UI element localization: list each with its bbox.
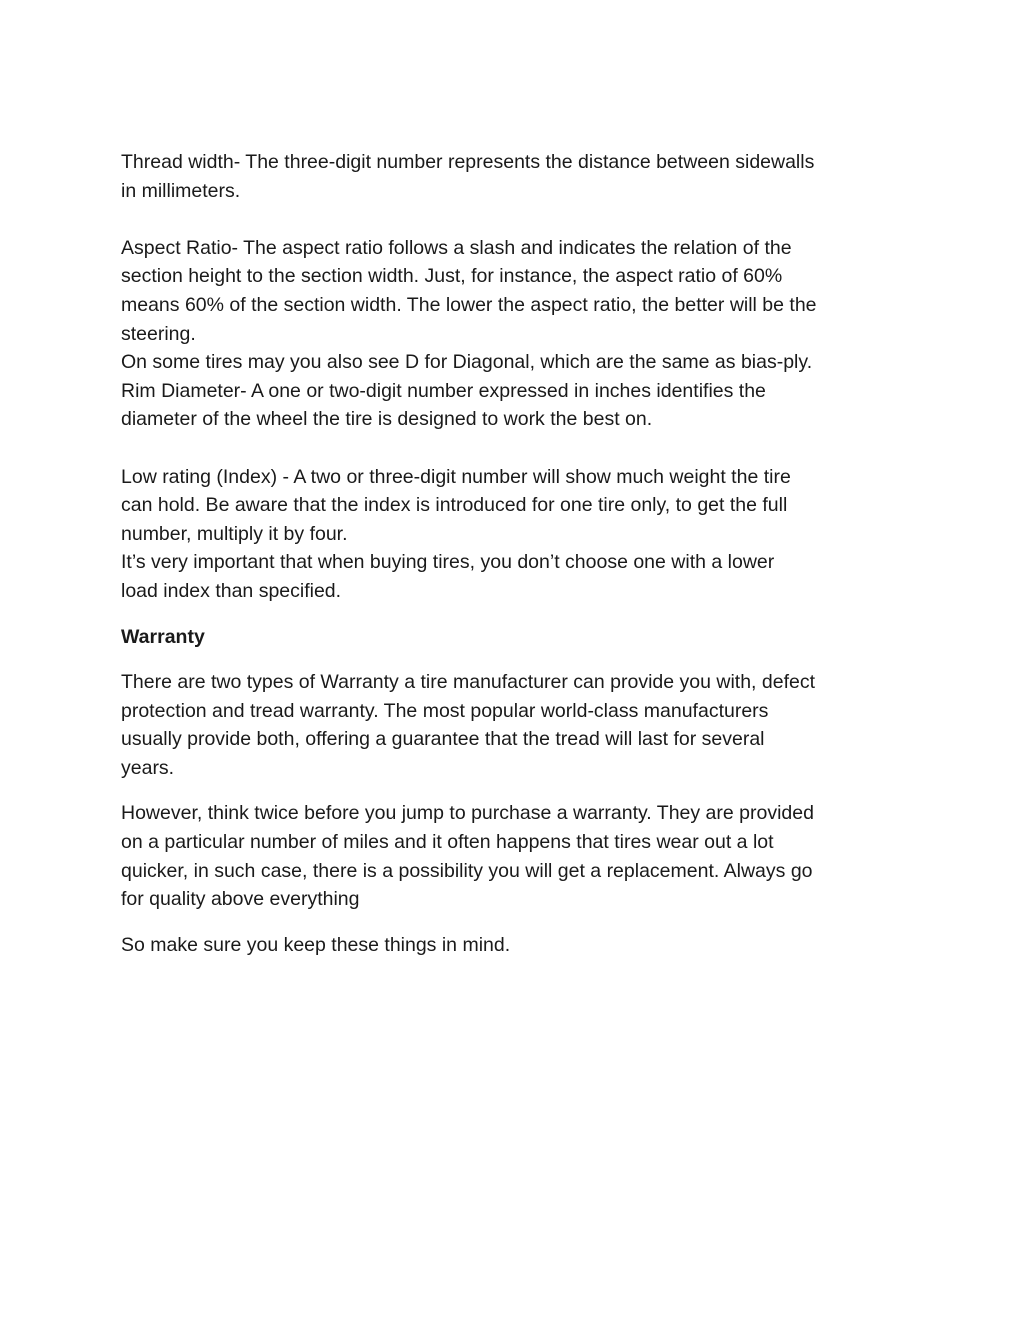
warranty-types-paragraph [121, 668, 911, 782]
blank-line [121, 434, 911, 463]
text-line: years. [121, 756, 175, 779]
text-line: for quality above everything [121, 888, 360, 911]
closing-paragraph [121, 931, 911, 960]
text-line: Rim Diameter- A one or two-digit number expressed in inches identifies the [121, 379, 766, 402]
text-line: on a particular number of miles and it often happens that tires wear out a lot [121, 831, 774, 854]
text-line: steering. [121, 322, 196, 345]
document-body [121, 148, 911, 976]
text-line: can hold. Be aware that the index is introduced for one tire only, to get the full [121, 494, 788, 517]
text-line: in millimeters. [121, 179, 241, 202]
text-line: protection and tread warranty. The most popular world-class manufacturers [121, 699, 769, 722]
blank-line [121, 205, 911, 234]
text-line: diameter of the wheel the tire is designed to work the best on. [121, 408, 653, 431]
text-line: On some tires may you also see D for Diagonal, which are the same as bias-ply. [121, 351, 813, 374]
thread-width-paragraph [121, 148, 911, 205]
text-line: quicker, in such case, there is a possibility you will get a replacement. Always go [121, 859, 813, 882]
text-line: It’s very important that when buying tires, you don’t choose one with a lower [121, 551, 775, 574]
text-line: usually provide both, offering a guarantee that the tread will last for several [121, 728, 765, 751]
text-line: Aspect Ratio- The aspect ratio follows a slash and indicates the relation of the [121, 236, 792, 259]
text-line: There are two types of Warranty a tire manufacturer can provide you with, defect [121, 671, 816, 694]
text-line: Thread width- The three-digit number represents the distance between sidewalls [121, 151, 815, 173]
text-line: means 60% of the section width. The lower the aspect ratio, the better will be the [121, 293, 817, 316]
aspect-ratio-paragraph [121, 234, 911, 434]
text-line: load index than specified. [121, 579, 342, 602]
text-line: section height to the section width. Just, for instance, the aspect ratio of 60% [121, 265, 783, 288]
text-line: Low rating (Index) - A two or three-digit number will show much weight the tire [121, 465, 791, 488]
text-line: However, think twice before you jump to purchase a warranty. They are provided [121, 802, 814, 825]
text-line: number, multiply it by four. [121, 522, 348, 545]
text-line: So make sure you keep these things in mind. [121, 933, 511, 956]
however-paragraph [121, 799, 911, 913]
load-rating-paragraph [121, 463, 911, 606]
warranty-heading: Warranty [121, 625, 205, 648]
